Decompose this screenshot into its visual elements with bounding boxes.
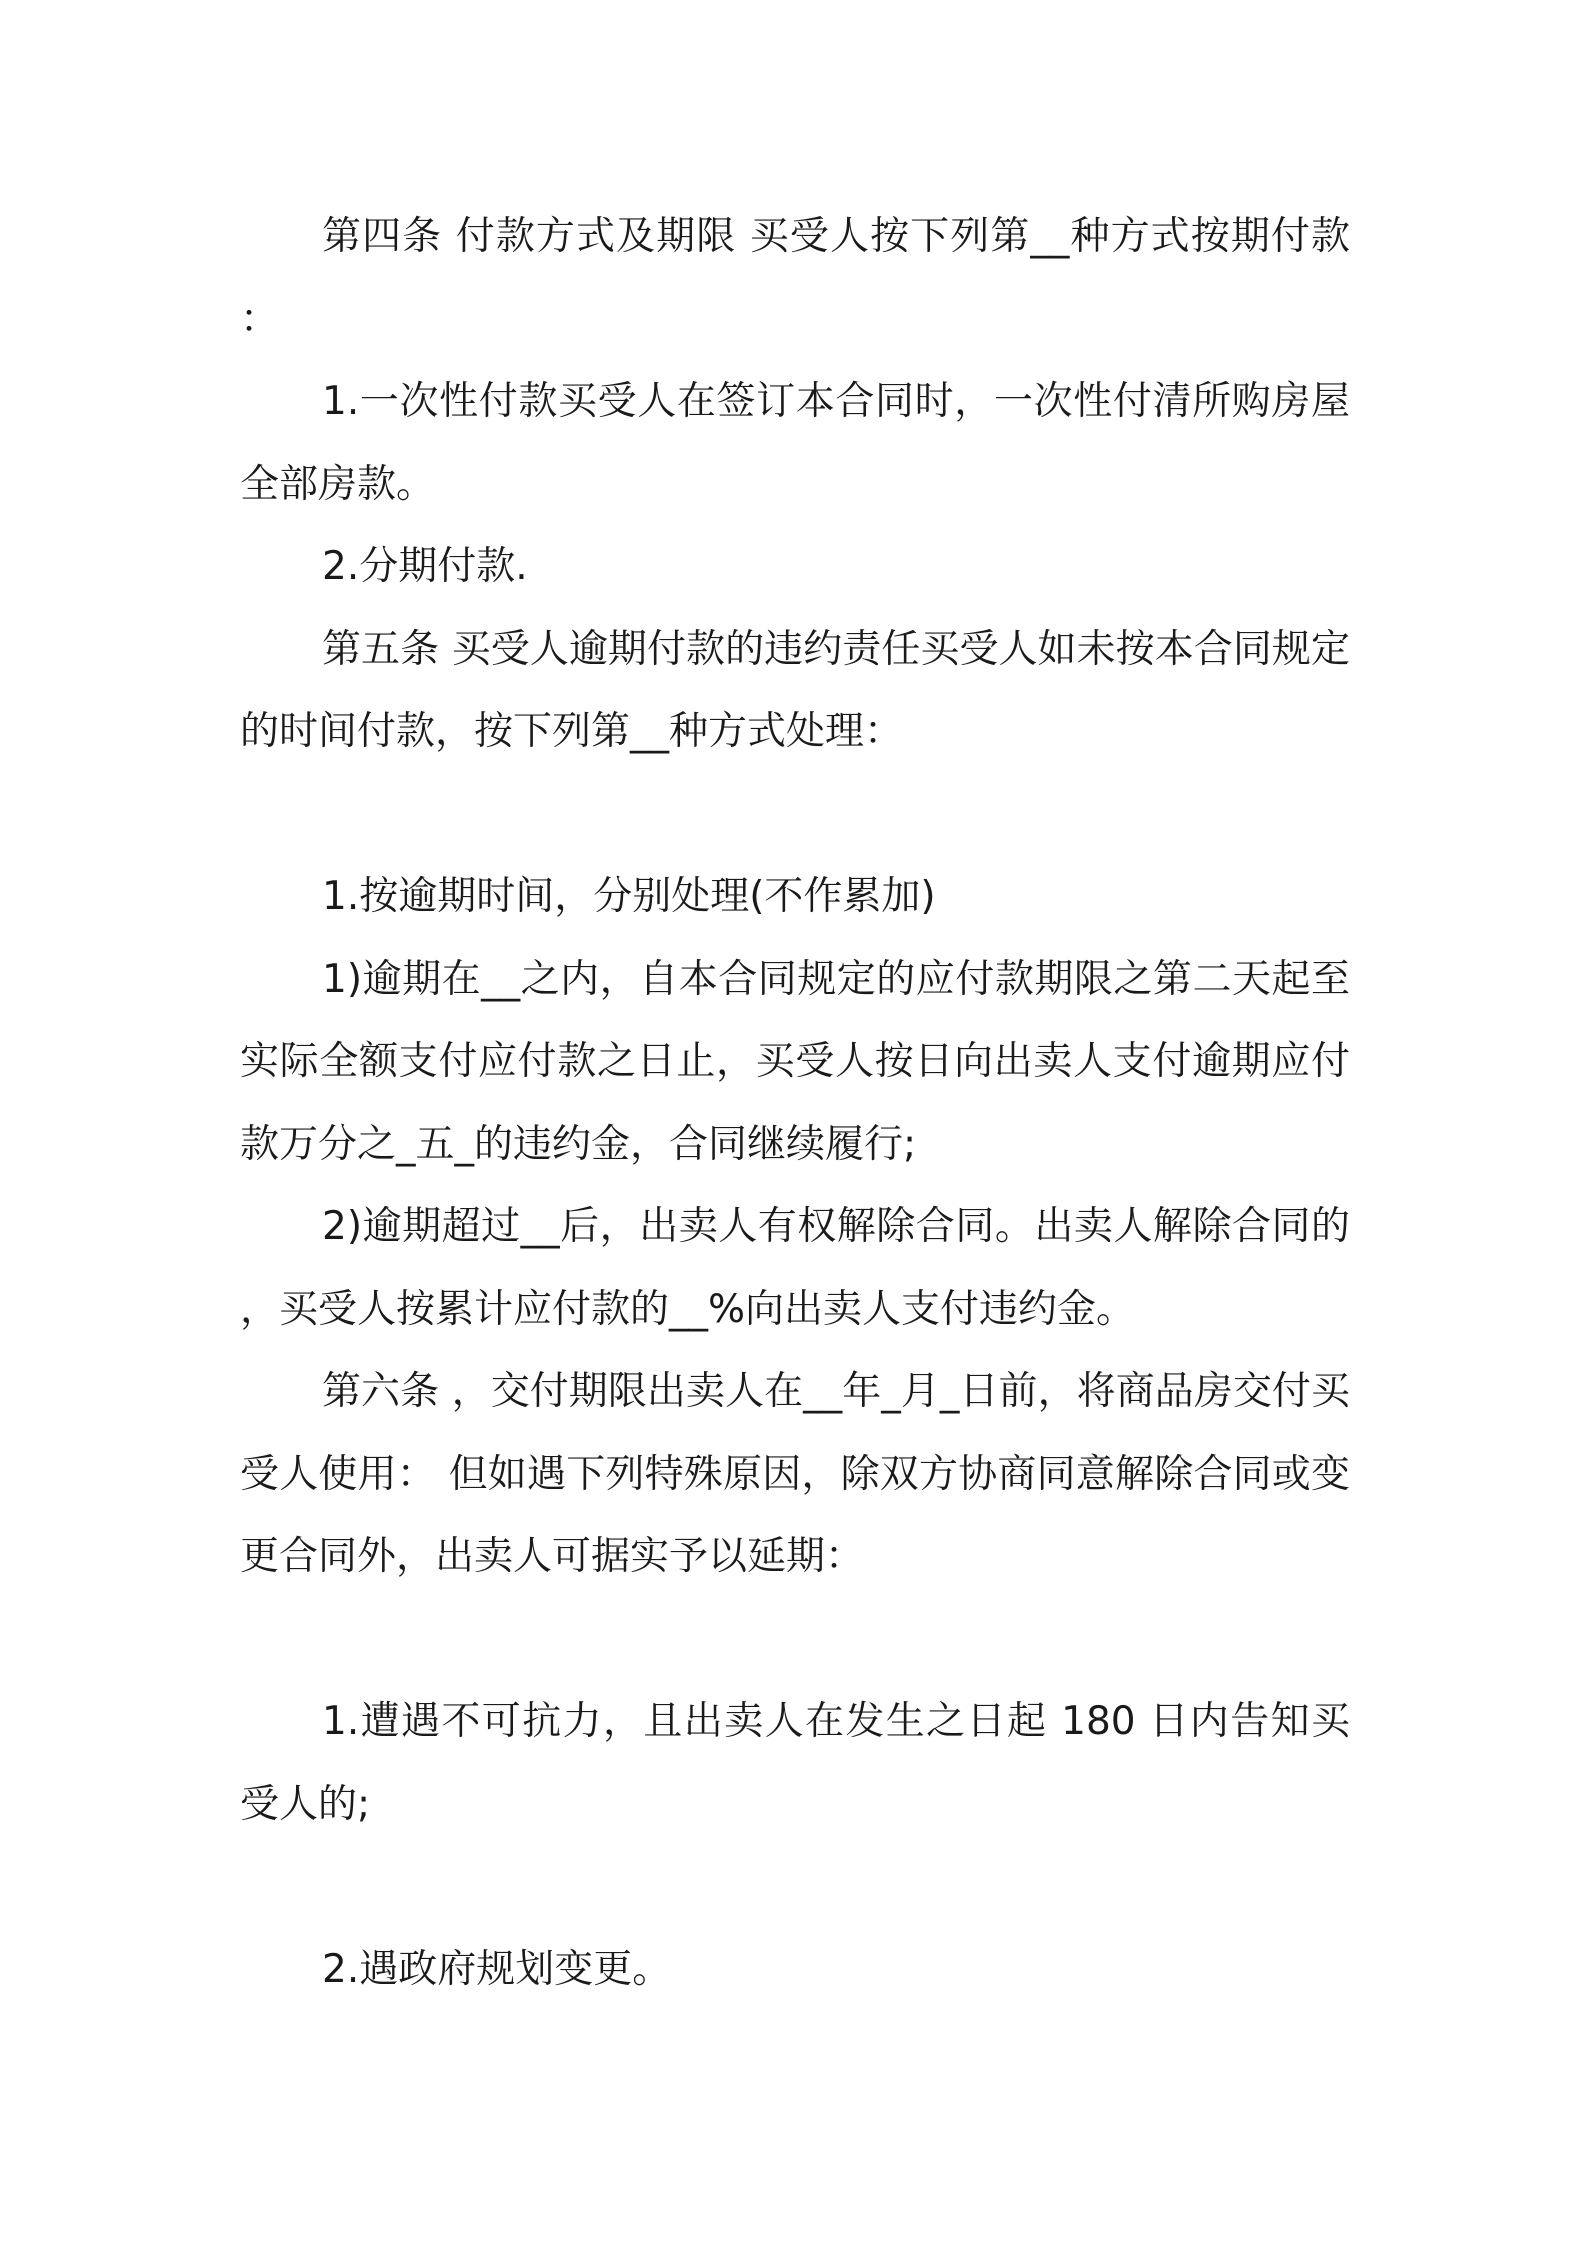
paragraph-spacer [240, 1846, 1350, 1929]
document-body [240, 196, 1350, 2011]
force-majeure-paragraph: 1.遭遇不可抗力，且出卖人在发生之日起 180 日内告知买受人的; [240, 1699, 1350, 1827]
article-4-paragraph: 第四条 付款方式及期限 买受人按下列第__种方式按期付款： [240, 214, 1350, 342]
overdue-exceeds-term-paragraph: 2)逾期超过__后，出卖人有权解除合同。出卖人解除合同的，买受人按累计应付款的__%向出卖人支付违约金。 [240, 1204, 1350, 1332]
article-6-paragraph: 第六条 ，交付期限出卖人在__年_月_日前，将商品房交付买受人使用： 但如遇下列特殊原因，除双方协商同意解除合同或变更合同外，出卖人可据实予以延期： [240, 1369, 1350, 1579]
lump-sum-payment-paragraph: 1.一次性付款买受人在签订本合同时，一次性付清所购房屋全部房款。 [240, 379, 1350, 507]
paragraph-spacer [240, 1599, 1350, 1682]
overdue-within-term-paragraph: 1)逾期在__之内，自本合同规定的应付款期限之第二天起至实际全额支付应付款之日止，买受人按日向出卖人支付逾期应付款万分之_五_的违约金，合同继续履行; [240, 956, 1350, 1167]
article-5-paragraph: 第五条 买受人逾期付款的违约责任买受人如未按本合同规定的时间付款，按下列第__种方式处理： [240, 626, 1350, 754]
government-planning-paragraph: 2.遇政府规划变更。 [322, 1946, 672, 1992]
overdue-handling-paragraph: 1.按逾期时间，分别处理(不作累加) [322, 874, 936, 919]
paragraph-spacer [240, 774, 1350, 857]
installment-payment-paragraph: 2.分期付款. [322, 544, 528, 589]
